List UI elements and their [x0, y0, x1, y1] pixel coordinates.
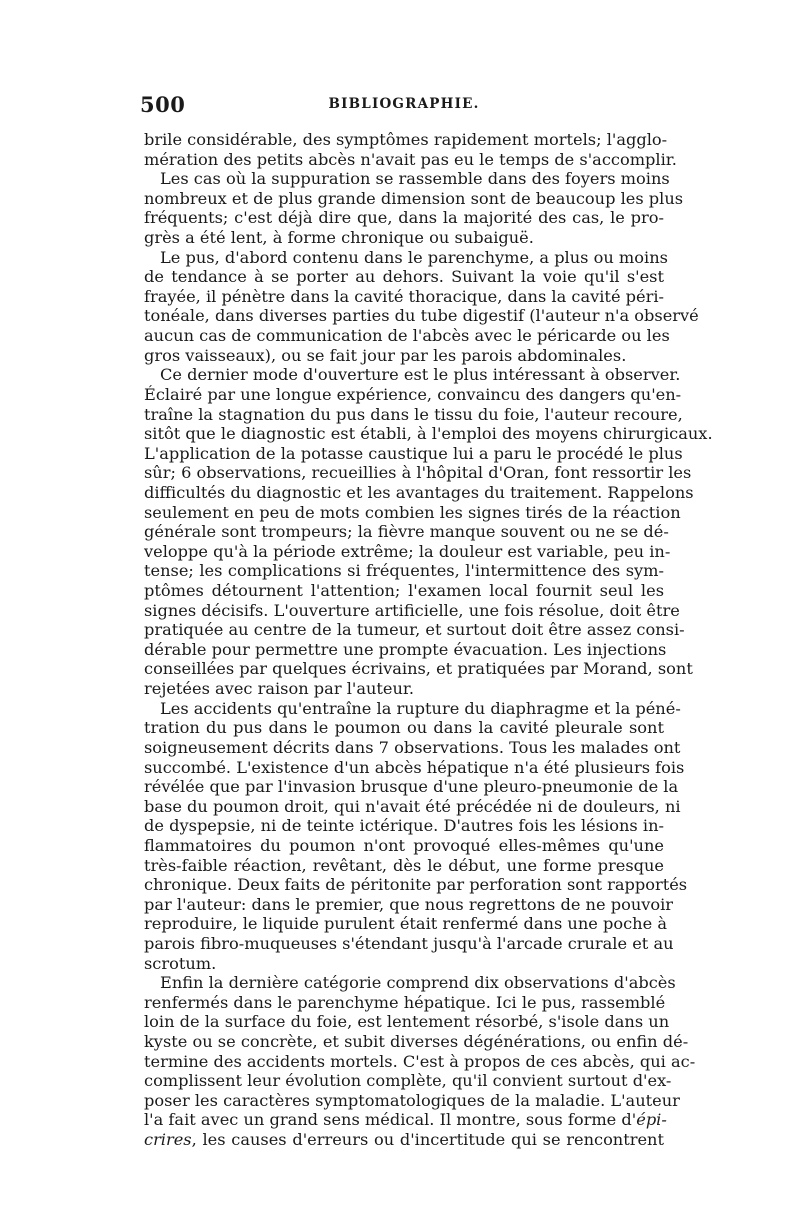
book-page [140, 92, 713, 1150]
text-line: crires, les causes d'erreurs ou d'incertitude qui se rencontrent [144, 1130, 664, 1150]
text-line: poser les caractères symptomatologiques de la maladie. L'auteur [144, 1090, 680, 1110]
text-line: loin de la surface du foie, est lentement résorbé, s'isole dans un [144, 1012, 670, 1032]
text-line: L'application de la potasse caustique lui a paru le procédé le plus [144, 443, 683, 463]
text-line: Les accidents qu'entraîne la rupture du diaphragme et la péné- [160, 698, 681, 718]
text-line: reproduire, le liquide purulent était renfermé dans une poche à [144, 914, 667, 934]
text-line: Le pus, d'abord contenu dans le parenchyme, a plus ou moins [160, 247, 668, 267]
text-line: fréquents; c'est déjà dire que, dans la majorité des cas, le pro- [144, 208, 664, 228]
running-head: BIBLIOGRAPHIE. [328, 96, 480, 112]
text-line: kyste ou se concrète, et subit diverses dégénérations, ou enfin dé- [144, 1032, 689, 1052]
text-line: Ce dernier mode d'ouverture est le plus intéressant à observer. [160, 365, 681, 385]
text-line: de dyspepsie, ni de teinte ictérique. D'autres fois les lésions in- [144, 816, 664, 836]
text-line: parois fibro-muqueuses s'étendant jusqu'à l'arcade crurale et au [144, 933, 674, 953]
text-line: sitôt que le diagnostic est établi, à l'emploi des moyens chirurgicaux. [144, 424, 713, 444]
text-line: révélée que par l'invasion brusque d'une pleuro-pneumonie de la [144, 777, 679, 797]
text-line: générale sont trompeurs; la fièvre manque souvent ou ne se dé- [144, 522, 669, 542]
text-line: brile considérable, des symptômes rapidement mortels; l'agglo- [144, 130, 668, 149]
text-line: base du poumon droit, qui n'avait été précédée ni de douleurs, ni [144, 796, 681, 816]
text-line: très-faible réaction, revêtant, dès le début, une forme presque [144, 855, 664, 875]
text-line: l'a fait avec un grand sens médical. Il montre, sous forme d'épi- [144, 1110, 667, 1130]
page-number: 500 [140, 92, 186, 117]
text-line: chronique. Deux faits de péritonite par perforation sont rapportés [144, 875, 688, 895]
text-line: Éclairé par une longue expérience, convaincu des dangers qu'en- [144, 384, 682, 404]
text-line: sûr; 6 observations, recueillies à l'hôpital d'Oran, font ressortir les [144, 463, 692, 483]
text-line: Les cas où la suppuration se rassemble dans des foyers moins [160, 169, 670, 189]
text-line: dérable pour permettre une prompte évacuation. Les injections [144, 639, 667, 659]
body-text [144, 130, 713, 1150]
text-line: aucun cas de communication de l'abcès avec le péricarde ou les [144, 326, 670, 346]
text-line: ptômes détournent l'attention; l'examen local fournit seul les [144, 581, 664, 601]
text-line: succombé. L'existence d'un abcès hépatique n'a été plusieurs fois [144, 757, 685, 777]
text-line: de tendance à se porter au dehors. Suivant la voie qu'il s'est [144, 267, 664, 287]
text-line: mération des petits abcès n'avait pas eu le temps de s'accomplir. [144, 149, 677, 169]
text-line: frayée, il pénètre dans la cavité thoracique, dans la cavité péri- [144, 286, 664, 306]
text-line: conseillées par quelques écrivains, et pratiquées par Morand, sont [144, 659, 693, 679]
text-line: flammatoires du poumon n'ont provoqué elles-mêmes qu'une [144, 835, 664, 855]
text-line: scrotum. [144, 953, 217, 973]
text-line: termine des accidents mortels. C'est à propos de ces abcès, qui ac- [144, 1051, 696, 1071]
text-line: tration du pus dans le poumon ou dans la cavité pleurale sont [144, 718, 664, 738]
text-line: renfermés dans le parenchyme hépatique. Ici le pus, rassemblé [144, 992, 666, 1012]
text-line: Enfin la dernière catégorie comprend dix observations d'abcès [160, 973, 676, 993]
text-line: rejetées avec raison par l'auteur. [144, 679, 415, 699]
text-line: signes décisifs. L'ouverture artificielle, une fois résolue, doit être [144, 600, 680, 620]
text-line: difficultés du diagnostic et les avantages du traitement. Rappelons [144, 482, 694, 502]
text-line: pratiquée au centre de la tumeur, et surtout doit être assez consi- [144, 620, 685, 640]
text-line: grès a été lent, à forme chronique ou subaiguë. [144, 228, 534, 248]
text-line: traîne la stagnation du pus dans le tissu du foie, l'auteur recoure, [144, 404, 683, 424]
text-line: seulement en peu de mots combien les signes tirés de la réaction [144, 502, 681, 522]
text-line: tonéale, dans diverses parties du tube digestif (l'auteur n'a observé [144, 306, 699, 326]
page-header [140, 92, 664, 118]
text-line: par l'auteur: dans le premier, que nous regrettons de ne pouvoir [144, 894, 674, 914]
text-line: tense; les complications si fréquentes, l'intermittence des sym- [144, 561, 664, 581]
text-line: gros vaisseaux), ou se fait jour par les parois abdominales. [144, 345, 627, 365]
text-line: soigneusement décrits dans 7 observations. Tous les malades ont [144, 737, 681, 757]
text-line: veloppe qu'à la période extrême; la douleur est variable, peu in- [144, 541, 671, 561]
text-line: complissent leur évolution complète, qu'il convient surtout d'ex- [144, 1071, 672, 1091]
text-line: nombreux et de plus grande dimension sont de beaucoup les plus [144, 188, 684, 208]
